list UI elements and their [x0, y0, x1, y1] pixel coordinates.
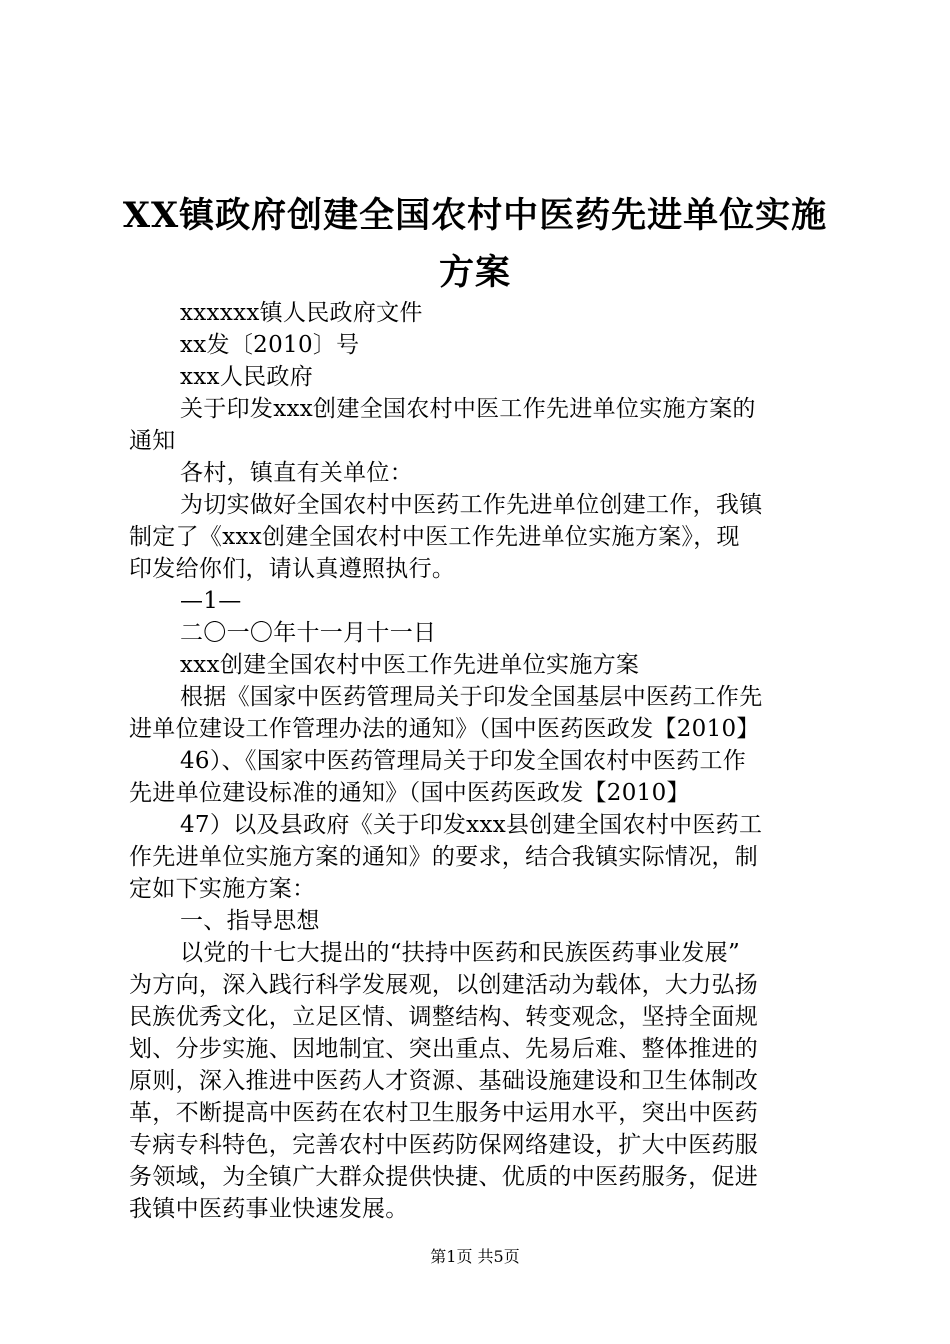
text-line: xxx创建全国农村中医工作先进单位实施方案 [180, 652, 640, 678]
text-line: 民族优秀文化，立足区情、调整结构、转变观念，坚持全面规 [129, 1004, 759, 1030]
text-line: 作先进单位实施方案的通知》的要求，结合我镇实际情况，制 [129, 844, 759, 870]
text-line: 以党的十七大提出的“扶持中医药和民族医药事业发展” [180, 940, 741, 966]
text-line: 务领域，为全镇广大群众提供快捷、优质的中医药服务，促进 [129, 1164, 759, 1190]
text-line: 46）、《国家中医药管理局关于印发全国农村中医药工作 [180, 748, 747, 774]
page-footer: 第1页 共5页 [430, 1247, 520, 1266]
text-line: 专病专科特色，完善农村中医药防保网络建设，扩大中医药服 [129, 1132, 759, 1158]
text-line: 关于印发xxx创建全国农村中医工作先进单位实施方案的 [180, 396, 756, 422]
text-line: 划、分步实施、因地制宜、突出重点、先易后难、整体推进的 [129, 1036, 759, 1062]
text-line: 二〇一〇年十一月十一日 [180, 620, 437, 646]
text-line: 进单位建设工作管理办法的通知》（国中医药医政发【2010】 [129, 716, 760, 742]
text-line: 通知 [129, 428, 176, 454]
text-line: xxx人民政府 [180, 364, 314, 390]
text-line: 定如下实施方案： [129, 876, 316, 902]
text-line: 各村，镇直有关单位： [180, 460, 413, 486]
document-title-line-2: 方案 [438, 252, 511, 293]
text-line: 47）以及县政府《关于印发xxx县创建全国农村中医药工 [180, 812, 763, 838]
text-line: 制定了《xxx创建全国农村中医工作先进单位实施方案》，现 [129, 524, 740, 550]
text-line: 根据《国家中医药管理局关于印发全国基层中医药工作先 [180, 684, 763, 710]
text-line: 原则，深入推进中医药人才资源、基础设施建设和卫生体制改 [129, 1068, 759, 1094]
text-line: 一、指导思想 [180, 908, 320, 934]
text-line: 我镇中医药事业快速发展。 [129, 1196, 409, 1222]
text-line: —1— [180, 588, 242, 614]
text-line: 先进单位建设标准的通知》（国中医药医政发【2010】 [129, 780, 690, 806]
text-line: 革，不断提高中医药在农村卫生服务中运用水平，突出中医药 [129, 1100, 759, 1126]
text-line: 为方向，深入践行科学发展观，以创建活动为载体，大力弘扬 [129, 972, 759, 998]
text-line: xxxxxx镇人民政府文件 [180, 300, 423, 326]
text-line: 为切实做好全国农村中医药工作先进单位创建工作，我镇 [180, 492, 763, 518]
document-title-line-1: XX镇政府创建全国农村中医药先进单位实施 [122, 195, 828, 236]
text-line: xx发〔2010〕号 [180, 332, 360, 358]
text-line: 印发给你们，请认真遵照执行。 [129, 556, 456, 582]
document-body [129, 297, 831, 1225]
